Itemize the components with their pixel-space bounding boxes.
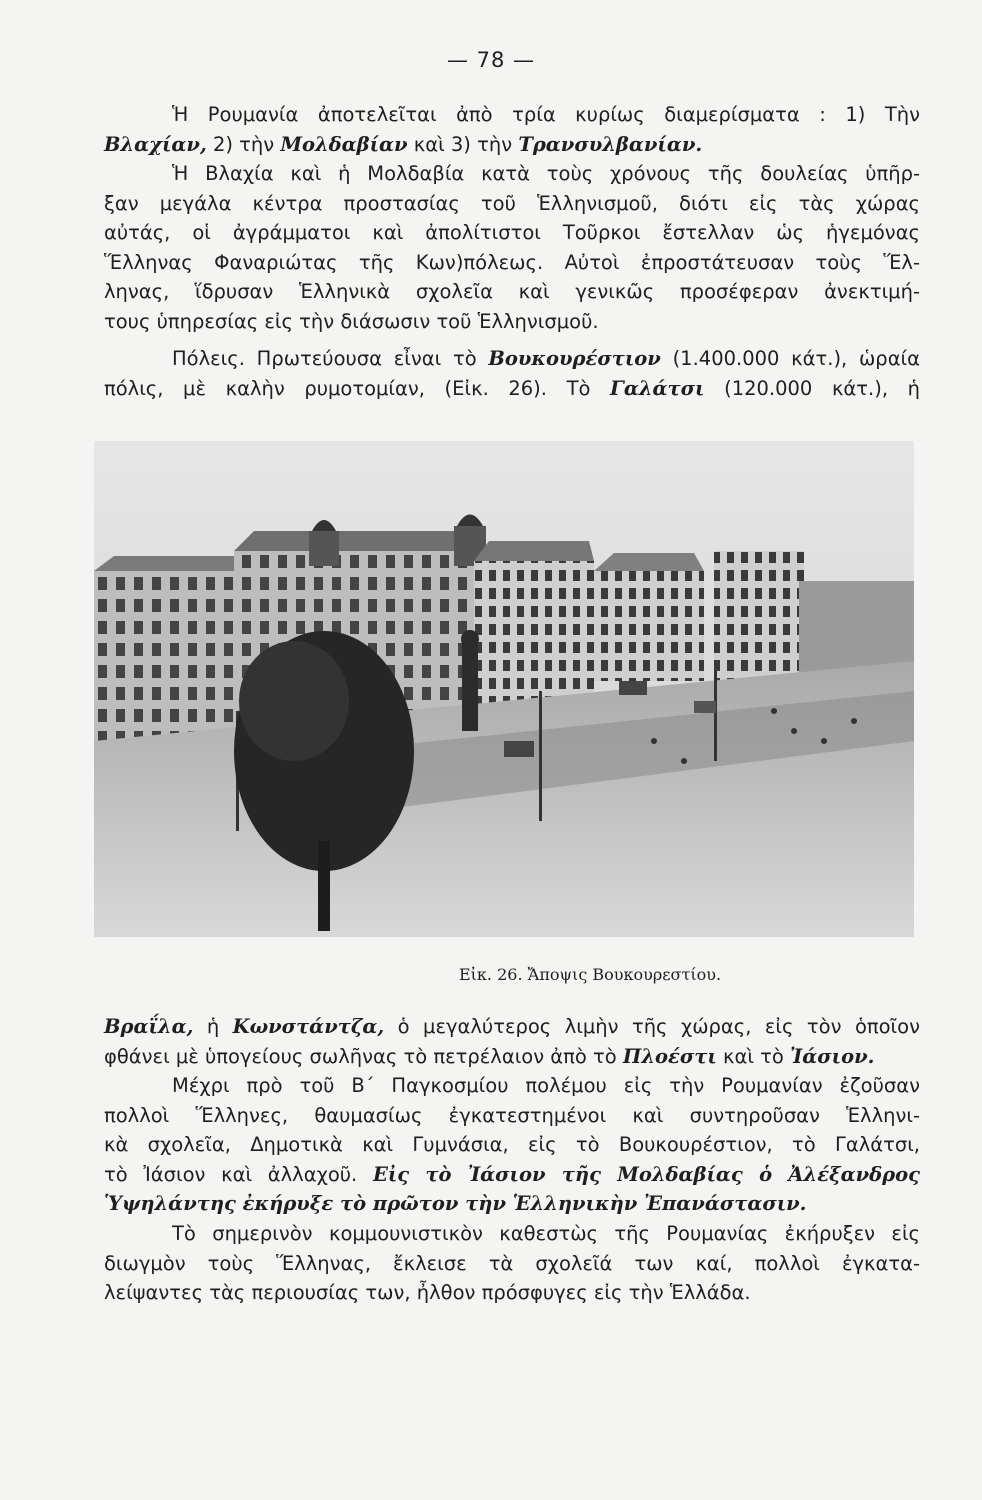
paragraph-ports — [104, 1012, 920, 1071]
term-braila: Βραΐλα, — [104, 1015, 194, 1038]
term-constanta: Κωνστάντζα, — [232, 1015, 385, 1038]
emphasis-ypsilantis: Εἰς τὸ Ἰάσιον τῆς Μολδαβίας ὁ Ἀλέξανδρος — [372, 1162, 921, 1186]
paragraph-cities — [104, 344, 920, 403]
page-number: — 78 — — [446, 48, 536, 72]
text-line: τὸ Ἰάσιον καὶ ἀλλαχοῦ. Εἰς τὸ Ἰάσιον τῆς Μολδαβίας ὁ Ἀλέξανδρος — [104, 1162, 921, 1186]
paragraph-history — [104, 159, 920, 336]
text-line: Πόλεις. Πρωτεύουσα εἶναι τὸ Βουκουρέστιον (1.400.000 κάτ.), ὡραία — [172, 347, 920, 370]
text-line: αὐτάς, οἱ ἀγράμματοι καὶ ἀπολίτιστοι Τοῦρκοι ἔστελλαν ὡς ἡγεμόνας — [104, 221, 920, 244]
term-moldavia: Μολδαβίαν — [280, 132, 408, 156]
paragraph-greeks — [104, 1071, 920, 1219]
text-line: Ὑψηλάντης ἐκήρυξε τὸ πρῶτον τὴν Ἑλληνικὴν Ἐπανάστασιν. — [104, 1192, 807, 1215]
section-heading-cities: Πόλεις. — [172, 347, 245, 370]
caption-text: Ἄποψις Βουκουρεστίου. — [522, 965, 722, 984]
building-far-right — [714, 551, 804, 681]
text-line: πολλοὶ Ἕλληνες, θαυμασίως ἐγκατεστημένοι καὶ συντηροῦσαν Ἑλληνι- — [104, 1103, 920, 1127]
term-transylvania: Τρανσυλβανίαν. — [518, 132, 703, 156]
paragraph-communism — [104, 1219, 920, 1308]
text-line: λείψαντες τὰς περιουσίας των, ἦλθον πρόσφυγες εἰς τὴν Ἑλλάδα. — [104, 1281, 751, 1304]
city-photograph — [94, 441, 914, 937]
text-line: ληνας, ἵδρυσαν Ἑλληνικὰ σχολεῖα καὶ γενικῶς προσέφεραν ἀνεκτιμή- — [104, 280, 920, 303]
text-line: Τὸ σημερινὸν κομμουνιστικὸν καθεστὼς τῆς Ρουμανίας ἐκήρυξεν εἰς — [172, 1222, 920, 1245]
text-line: Μέχρι πρὸ τοῦ Β΄ Παγκοσμίου πολέμου εἰς τὴν Ρουμανίαν ἐζοῦσαν — [172, 1074, 920, 1097]
text-line: τους ὑπηρεσίας εἰς τὴν διάσωσιν τοῦ Ἑλληνισμοῦ. — [104, 309, 599, 333]
text-line: Ἡ Βλαχία καὶ ἡ Μολδαβία κατὰ τοὺς χρόνους τῆς δουλείας ὑπῆρ- — [172, 162, 920, 185]
text-line: κὰ σχολεῖα, Δημοτικὰ καὶ Γυμνάσια, εἰς τὸ Βουκουρέστιον, τὸ Γαλάτσι, — [104, 1133, 920, 1156]
statue — [462, 641, 478, 731]
text-line: πόλις, μὲ καλὴν ρυμοτομίαν, (Εἰκ. 26). Τὸ Γαλάτσι (120.000 κάτ.), ἡ — [104, 376, 920, 400]
text-line: Βλαχίαν, 2) τὴν Μολδαβίαν καὶ 3) τὴν Τρανσυλβανίαν. — [104, 132, 703, 156]
text-line: ξαν μεγάλα κέντρα προστασίας τοῦ Ἑλληνισμοῦ, διότι εἰς τὰς χώρας — [104, 191, 920, 215]
term-bucharest: Βουκουρέστιον — [488, 347, 661, 370]
caption-number: Εἰκ. 26. — [458, 965, 523, 984]
text-line: Ἡ Ρουμανία ἀποτελεῖται ἀπὸ τρία κυρίως διαμερίσματα : 1) Τὴν — [172, 103, 920, 126]
building-left — [94, 571, 244, 741]
term-galati: Γαλάτσι — [610, 376, 705, 400]
term-iasi: Ἰάσιον. — [790, 1044, 875, 1068]
figure-caption — [0, 965, 982, 984]
text-line: Βραΐλα, ἡ Κωνστάντζα, ὁ μεγαλύτερος λιμὴν τῆς χώρας, εἰς τὸν ὁποῖον — [104, 1015, 920, 1038]
text-line: Ἕλληνας Φαναριώτας τῆς Κων)πόλεως. Αὐτοὶ ἐπροστάτευσαν τοὺς Ἕλ- — [104, 250, 920, 274]
term-wallachia: Βλαχίαν, — [104, 132, 207, 156]
building-corner — [594, 571, 704, 681]
text-line: διωγμὸν τοὺς Ἕλληνας, ἔκλεισε τὰ σχολεῖά των καί, πολλοὶ ἐγκατα- — [104, 1251, 920, 1275]
term-ploiesti: Πλοέστι — [622, 1044, 717, 1068]
paragraph-regions — [104, 100, 920, 159]
text-line: φθάνει μὲ ὑπογείους σωλῆνας τὸ πετρέλαιον ἀπὸ τὸ Πλοέστι καὶ τὸ Ἰάσιον. — [104, 1044, 875, 1068]
